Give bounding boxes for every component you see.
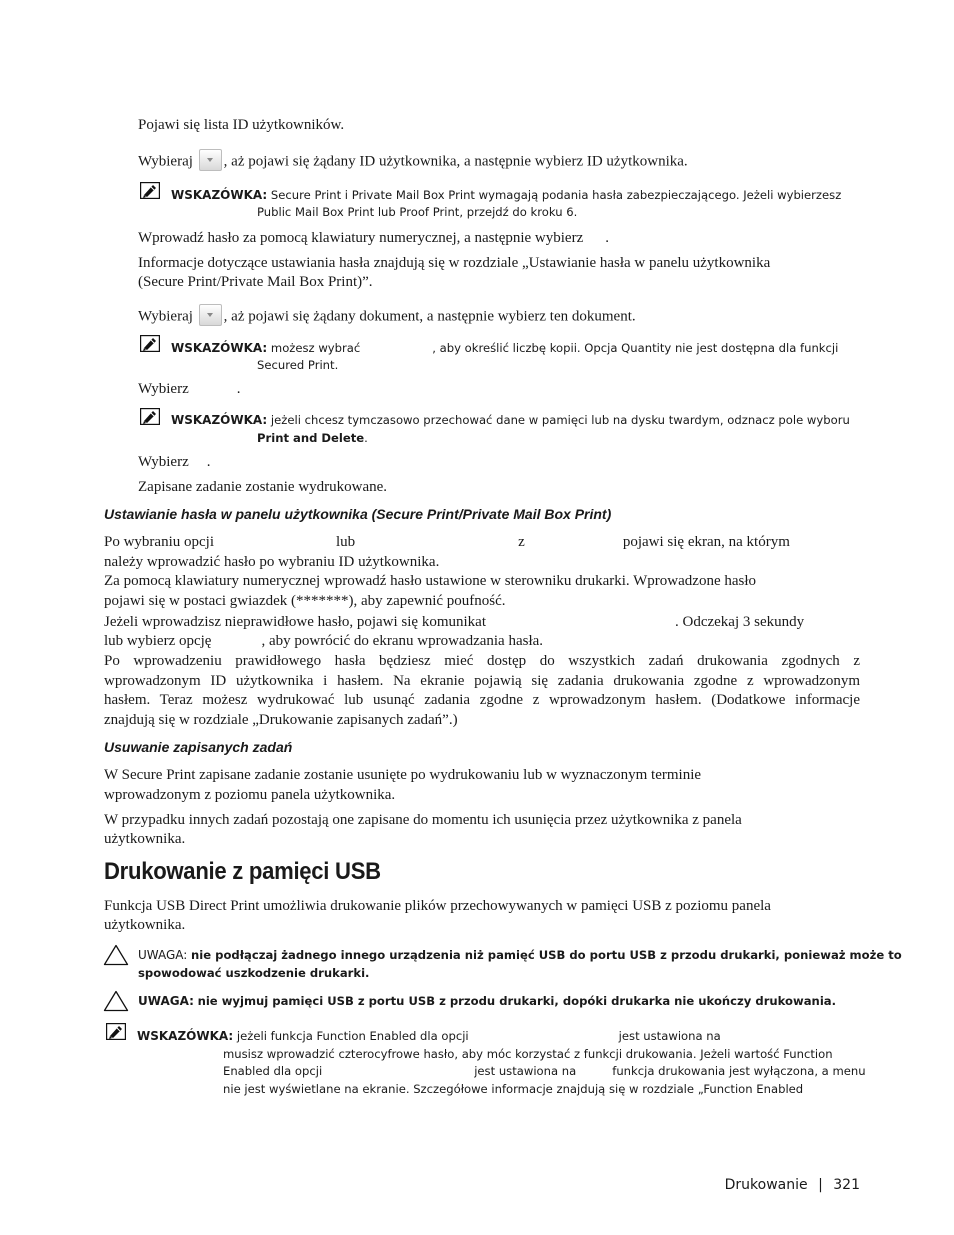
scroll-down-button-icon [199,149,222,171]
usb-p1-line2: użytkownika. [104,917,186,933]
delete-p2-line1: W przypadku innych zadań pozostają one zapisane do momentu ich usunięcia przez użytkownika z panela [104,812,742,828]
footer-separator: | [818,1177,823,1193]
caution-1: UWAGA: nie podłączaj żadnego innego urządzenia niż pamięć USB do portu USB z przodu drukarki, ponieważ może to [138,948,902,962]
usb-note-line3: Enabled dla opcji jest ustawiona na funkcja drukowania jest wyłączona, a menu [223,1064,866,1078]
step-line-4: Informacje dotyczące ustawiania hasła znajdują się w rozdziale „Ustawianie hasła w panelu użytkownika [138,255,771,271]
note-pencil-icon [140,335,160,352]
step-line-5: (Secure Print/Private Mail Box Print)”. [138,274,373,290]
password-p4-line4: znajdują się w rozdziale „Drukowanie zapisanych zadań”.) [104,712,458,728]
note-2: WSKAZÓWKA: możesz wybrać , aby określić liczbę kopii. Opcja Quantity nie jest dostępna dla funkcji [171,341,839,355]
note-pencil-icon [106,1023,126,1040]
delete-p1-line1: W Secure Print zapisane zadanie zostanie usunięte po wydrukowaniu lub w wyznaczonym terminie [104,767,702,783]
caution-1-cont: spowodować uszkodzenie drukarki. [138,966,370,980]
password-p2-line1: Za pomocą klawiatury numerycznej wprowadź hasło ustawione w sterowniku drukarki. Wprowadzone hasło [104,573,757,589]
password-p4-line2: wprowadzonym ID użytkownika i hasłem. Na ekranie pojawią się zadania drukowania zgodne z wprowadzonym [104,673,860,689]
usb-note-line2: musisz wprowadzić czterocyfrowe hasło, aby móc korzystać z funkcji drukowania. Jeżeli wartość Function [223,1047,833,1061]
footer-section: Drukowanie [724,1177,808,1193]
step-line-8: Wybierz . [138,454,211,470]
page-footer [725,1177,860,1193]
usb-note: WSKAZÓWKA: jeżeli funkcja Function Enabled dla opcji jest ustawiona na [137,1029,721,1043]
password-p1-line2: należy wprowadzić hasło po wybraniu ID użytkownika. [104,554,440,570]
step-line-1: Pojawi się lista ID użytkowników. [138,117,345,133]
scroll-down-button-icon [199,304,222,326]
note-pencil-icon [140,182,160,199]
note-3: WSKAZÓWKA: jeżeli chcesz tymczasowo przechować dane w pamięci lub na dysku twardym, odznacz pole wyboru [171,413,850,427]
note-2-cont: Secured Print. [257,358,339,372]
step-line-2: Wybieraj , aż pojawi się żądany ID użytkownika, a następnie wybierz ID użytkownika. [138,151,688,173]
password-p3-line1: Jeżeli wprowadzisz nieprawidłowe hasło, pojawi się komunikat . Odczekaj 3 sekundy [104,614,805,630]
note-1-cont: Public Mail Box Print lub Proof Print, przejdź do kroku 6. [257,205,578,219]
caution-triangle-icon [103,944,129,966]
password-p1-line1: Po wybraniu opcji lub z pojawi się ekran, na którym [104,534,790,550]
section-heading-usb: Drukowanie z pamięci USB [104,858,381,885]
password-p4-line1: Po wprowadzeniu prawidłowego hasła będziesz mieć dostęp do wszystkich zadań drukowania zgodnych z [104,653,860,669]
note-1: WSKAZÓWKA: Secure Print i Private Mail Box Print wymagają podania hasła zabezpieczającego. Jeżeli wybierzesz [171,188,842,202]
note-pencil-icon [140,408,160,425]
delete-p2-line2: użytkownika. [104,831,186,847]
step-line-9: Zapisane zadanie zostanie wydrukowane. [138,479,388,495]
password-p4-line3: hasłem. Teraz możesz wydrukować lub usunąć zadania zgodne z wprowadzonym hasłem. (Dodatkowe informacje [104,692,860,708]
delete-p1-line2: wprowadzonym z poziomu panela użytkownika. [104,787,396,803]
usb-p1-line1: Funkcja USB Direct Print umożliwia drukowanie plików przechowywanych w pamięci USB z poziomu panela [104,898,771,914]
section-heading-password: Ustawianie hasła w panelu użytkownika (Secure Print/Private Mail Box Print) [104,506,612,522]
password-p3-line2: lub wybierz opcję , aby powrócić do ekranu wprowadzania hasła. [104,633,544,649]
note-3-cont: Print and Delete. [257,431,368,445]
password-p2-line2: pojawi się w postaci gwiazdek (*******), aby zapewnić poufność. [104,593,506,609]
step-line-6: Wybieraj , aż pojawi się żądany dokument, a następnie wybierz ten dokument. [138,306,636,328]
page-number: 321 [833,1177,860,1193]
section-heading-delete: Usuwanie zapisanych zadań [104,739,293,755]
caution-triangle-icon [103,990,129,1012]
caution-2: UWAGA: nie wyjmuj pamięci USB z portu USB z przodu drukarki, dopóki drukarka nie ukończy drukowania. [138,994,837,1008]
usb-note-line4: nie jest wyświetlane na ekranie. Szczegółowe informacje znajdują się w rozdziale „Function Enabled [223,1082,804,1096]
step-line-7: Wybierz . [138,381,241,397]
step-line-3: Wprowadź hasło za pomocą klawiatury numerycznej, a następnie wybierz . [138,230,609,246]
